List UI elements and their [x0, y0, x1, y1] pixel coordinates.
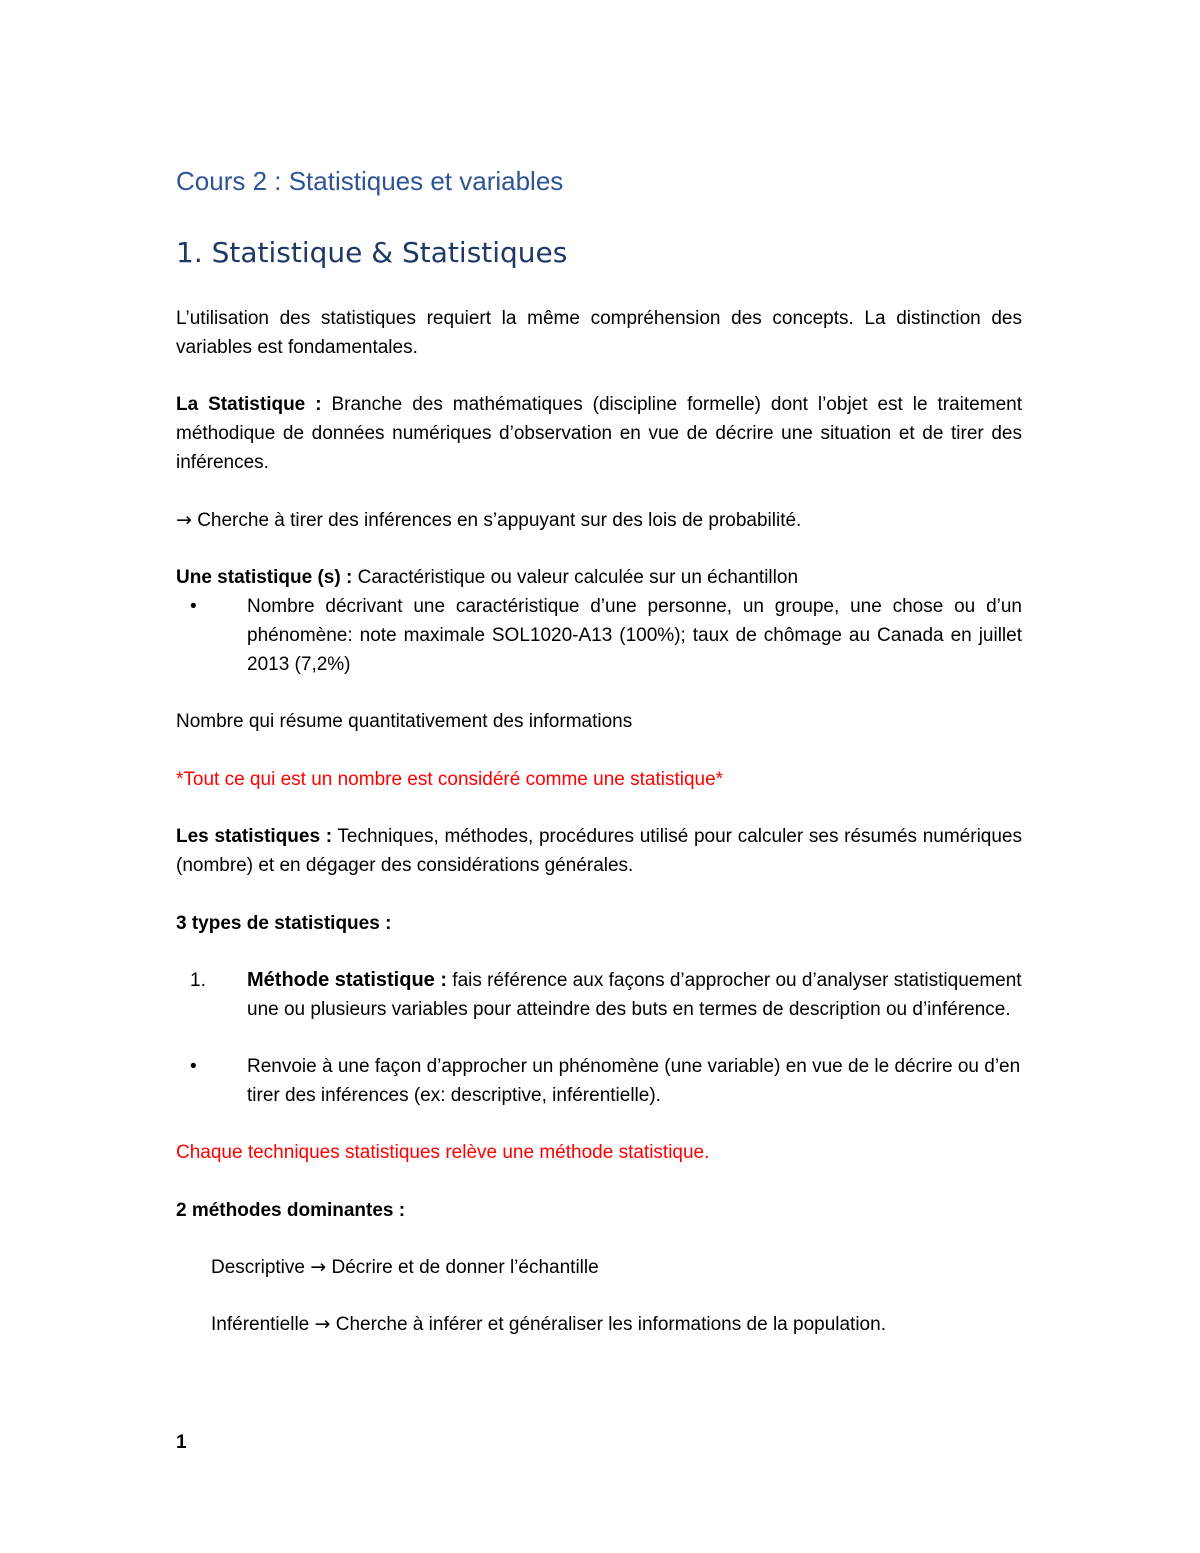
numbered-item-term: Méthode statistique :	[247, 969, 448, 991]
methods-heading	[176, 1196, 1022, 1225]
bullet-icon: •	[190, 596, 197, 617]
types-heading-text: 3 types de statistiques :	[176, 913, 392, 934]
inferentielle-line	[211, 1310, 1022, 1339]
numbered-item-body: fais référence aux façons d’approcher ou d’analyser statistiquement une ou plusieurs variables pour atteindre des buts en termes de description ou d’inférence.	[247, 970, 1022, 1020]
descriptive-text: Décrire et de donner l’échantille	[326, 1257, 599, 1278]
la-statistique-definition: Branche des mathématiques (discipline formelle) dont l’objet est le traitement méthodique de données numériques d’observation en vue de décrire une situation et de tirer des inférences.	[176, 394, 1022, 473]
les-statistiques-paragraph	[176, 822, 1022, 880]
descriptive-line	[211, 1253, 1022, 1282]
numbered-item	[176, 966, 1022, 1024]
arrow-note	[176, 506, 1022, 535]
une-statistique-definition: Caractéristique ou valeur calculée sur un échantillon	[352, 567, 799, 588]
inferentielle-label: Inférentielle	[211, 1314, 310, 1335]
intro-paragraph: L’utilisation des statistiques requiert la même compréhension des concepts. La distinction des variables est fondamentales.	[176, 308, 1022, 358]
une-statistique-paragraph	[176, 563, 1022, 592]
document-title: Cours 2 : Statistiques et variables	[176, 166, 564, 196]
section-heading	[176, 236, 567, 269]
methods-heading-text: 2 méthodes dominantes :	[176, 1200, 406, 1221]
sub-bullet-icon: •	[190, 1056, 197, 1077]
arrow-icon: →	[314, 1313, 331, 1335]
bullet-item	[176, 592, 1022, 679]
types-heading	[176, 909, 1022, 938]
descriptive-label: Descriptive	[211, 1257, 305, 1278]
sub-bullet-text: Renvoie à une façon d’approcher un phénomène (une variable) en vue de le décrire ou d’en tirer des inférences (ex: descriptive, inférentielle).	[247, 1056, 1021, 1106]
section-number: 1.	[176, 236, 203, 269]
une-statistique-term: Une statistique (s) :	[176, 567, 353, 588]
red-note-2: Chaque techniques statistiques relève une méthode statistique.	[176, 1142, 710, 1163]
les-statistiques-term: Les statistiques :	[176, 826, 333, 847]
arrow-icon: →	[310, 1256, 327, 1278]
page-number: 1	[176, 1432, 187, 1453]
bullet-text: Nombre décrivant une caractéristique d’une personne, un groupe, une chose ou d’un phénomène: note maximale SOL1020-A13 (100%); taux de chômage au Canada en juillet 2013 (7,2%)	[247, 596, 1022, 675]
sub-bullet-item	[176, 1052, 1022, 1110]
arrow-note-text: Cherche à tirer des inférences en s’appuyant sur des lois de probabilité.	[191, 510, 802, 531]
les-statistiques-definition: Techniques, méthodes, procédures utilisé pour calculer ses résumés numériques (nombre) et en dégager des considérations générales.	[176, 826, 1022, 876]
numbered-item-number: 1.	[190, 970, 206, 991]
numbered-item-text	[247, 966, 1022, 1024]
inferentielle-text: Cherche à inférer et généraliser les informations de la population.	[330, 1314, 886, 1335]
la-statistique-term: La Statistique :	[176, 394, 322, 415]
red-note: *Tout ce qui est un nombre est considéré comme une statistique*	[176, 769, 724, 790]
arrow-icon: →	[176, 509, 192, 531]
summary-line: Nombre qui résume quantitativement des informations	[176, 711, 633, 732]
section-heading-text: Statistique & Statistiques	[211, 236, 568, 269]
la-statistique-paragraph	[176, 390, 1022, 477]
